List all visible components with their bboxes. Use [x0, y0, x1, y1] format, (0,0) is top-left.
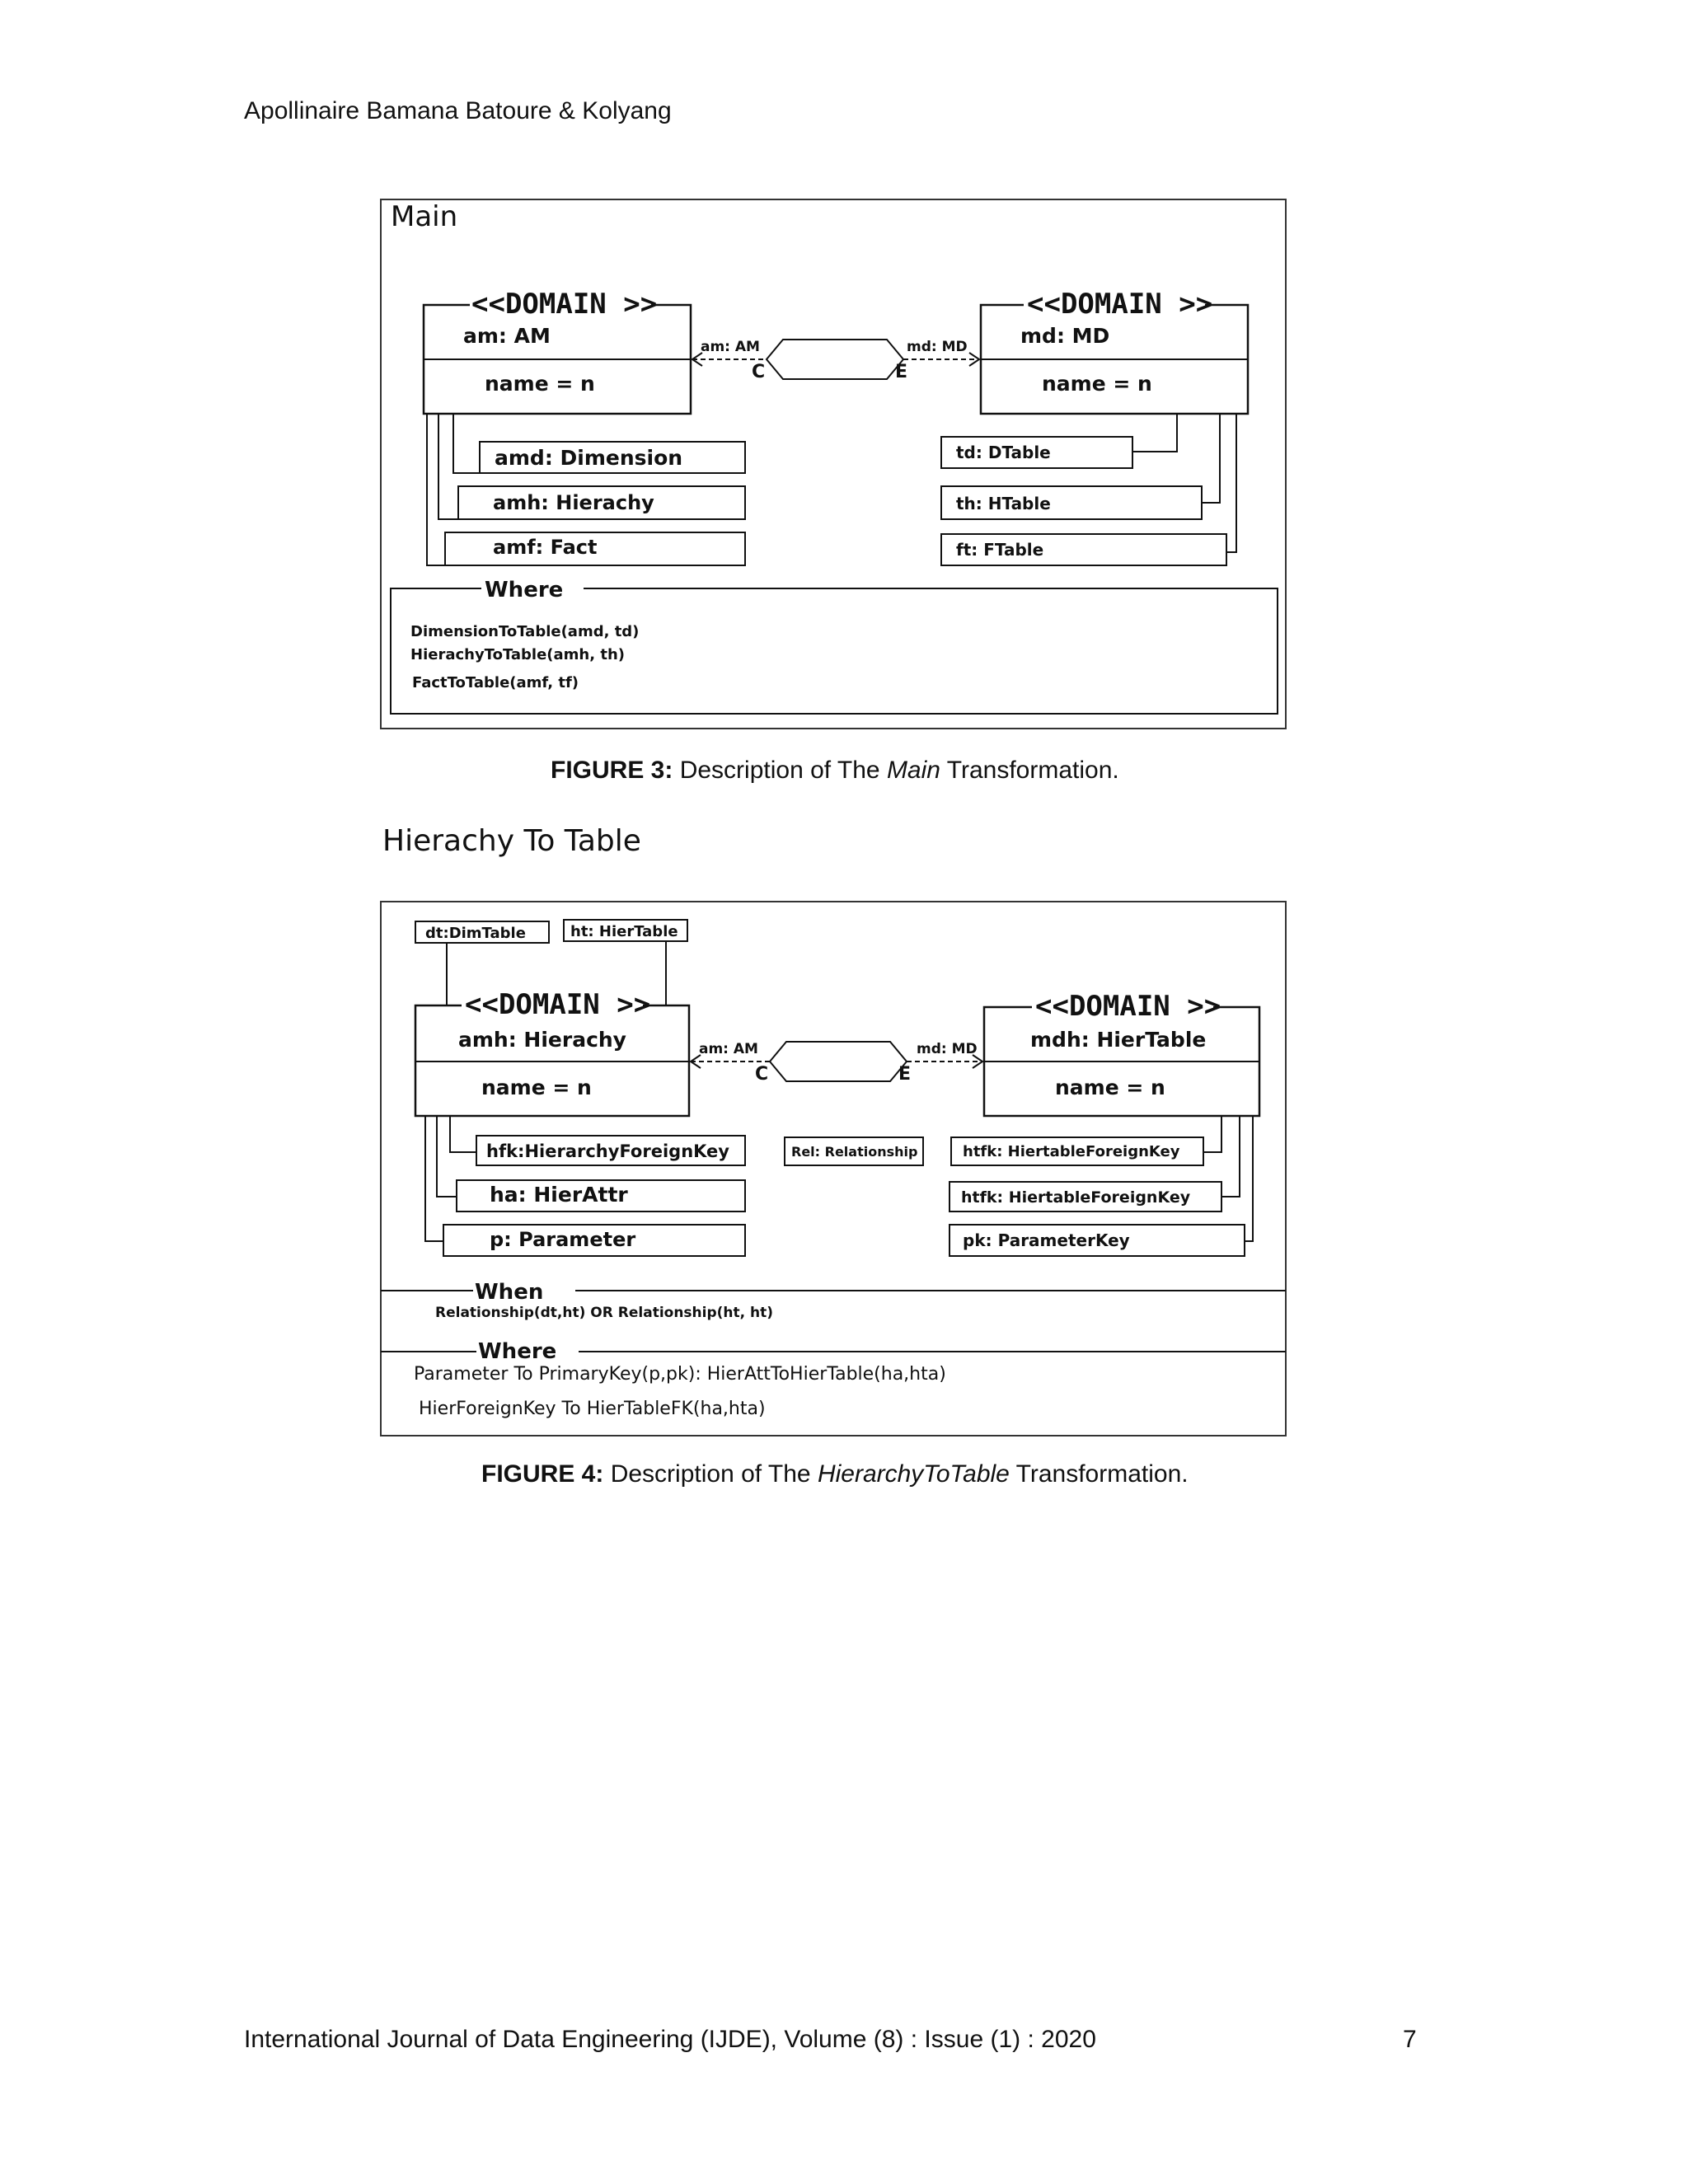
top-box-1-label: dt:DimTable — [425, 925, 526, 942]
figure-3-caption-label: FIGURE 3: — [551, 757, 673, 784]
right-item-3: pk: ParameterKey — [963, 1230, 1130, 1250]
left-item-3: amf: Fact — [493, 536, 598, 559]
right-item-3: ft: FTable — [956, 540, 1044, 560]
figure-3-diagram — [379, 198, 1294, 733]
left-domain-stereotype: <<DOMAIN >> — [471, 288, 658, 321]
figure-4-caption-post: Transformation. — [1009, 1460, 1189, 1488]
left-item-2: amh: Hierachy — [493, 491, 654, 514]
left-item-2: ha: HierAttr — [490, 1183, 628, 1207]
connector-right-label: md: MD — [917, 1041, 978, 1057]
figure-4-diagram — [379, 900, 1294, 1441]
where-line-1: Parameter To PrimaryKey(p,pk): HierAttToHierTable(ha,hta) — [414, 1364, 946, 1385]
connector-check-mark: C — [755, 1064, 769, 1085]
left-item-3: p: Parameter — [490, 1228, 636, 1251]
right-item-1: htfk: HiertableForeignKey — [963, 1143, 1180, 1160]
connector-check-mark: C — [752, 362, 766, 382]
left-domain-attr: name = n — [485, 372, 595, 396]
left-domain-stereotype: <<DOMAIN >> — [465, 988, 651, 1021]
right-domain-name: md: MD — [1020, 324, 1110, 348]
right-domain-stereotype: <<DOMAIN >> — [1027, 288, 1213, 321]
where-line-2: HierachyToTable(amh, th) — [410, 646, 625, 663]
when-line: Relationship(dt,ht) OR Relationship(ht, ht) — [435, 1305, 774, 1321]
connector-enforce-mark: E — [895, 362, 908, 382]
right-domain-stereotype: <<DOMAIN >> — [1035, 990, 1221, 1023]
figure-3-caption-post: Transformation. — [940, 757, 1119, 784]
right-item-2: th: HTable — [956, 494, 1051, 513]
left-item-1: hfk:HierarchyForeignKey — [486, 1141, 729, 1161]
right-domain-attr: name = n — [1042, 372, 1152, 396]
figure-3-caption-pre: Description of The — [673, 757, 887, 784]
figure-4-caption-pre: Description of The — [603, 1460, 818, 1488]
where-line-2: HierForeignKey To HierTableFK(ha,hta) — [419, 1399, 766, 1419]
running-header: Apollinaire Bamana Batoure & Kolyang — [244, 97, 672, 124]
figure-3-caption — [551, 757, 1119, 785]
journal-footer: International Journal of Data Engineering (IJDE), Volume (8) : Issue (1) : 2020 — [244, 2026, 1096, 2053]
left-domain-name: amh: Hierachy — [458, 1028, 626, 1052]
where-title: Where — [478, 1339, 557, 1364]
where-line-1: DimensionToTable(amd, td) — [410, 623, 640, 640]
where-line-3: FactToTable(amf, tf) — [412, 674, 579, 691]
right-domain-name: mdh: HierTable — [1030, 1028, 1207, 1052]
where-title: Where — [485, 578, 564, 602]
left-domain-attr: name = n — [481, 1076, 592, 1099]
middle-item: Rel: Relationship — [791, 1144, 918, 1160]
right-item-2: htfk: HiertableForeignKey — [961, 1188, 1191, 1207]
connector-left-label: am: AM — [699, 1041, 758, 1057]
top-box-2-label: ht: HierTable — [570, 923, 678, 940]
figure-4-caption — [481, 1460, 1189, 1488]
left-item-1: amd: Dimension — [495, 446, 683, 470]
connector-left-label: am: AM — [701, 339, 760, 355]
connector-enforce-mark: E — [898, 1064, 912, 1085]
page-number: 7 — [1403, 2026, 1417, 2053]
connector-right-label: md: MD — [907, 339, 968, 355]
figure-4-caption-em: HierarchyToTable — [817, 1460, 1010, 1488]
when-title: When — [475, 1280, 544, 1305]
section-title: Hierachy To Table — [382, 824, 641, 858]
left-domain-name: am: AM — [463, 324, 551, 348]
right-item-1: td: DTable — [956, 443, 1051, 462]
figure-4-caption-label: FIGURE 4: — [481, 1460, 604, 1488]
panel-title: Main — [391, 200, 458, 233]
figure-3-caption-em: Main — [886, 757, 940, 784]
right-domain-attr: name = n — [1055, 1076, 1165, 1099]
